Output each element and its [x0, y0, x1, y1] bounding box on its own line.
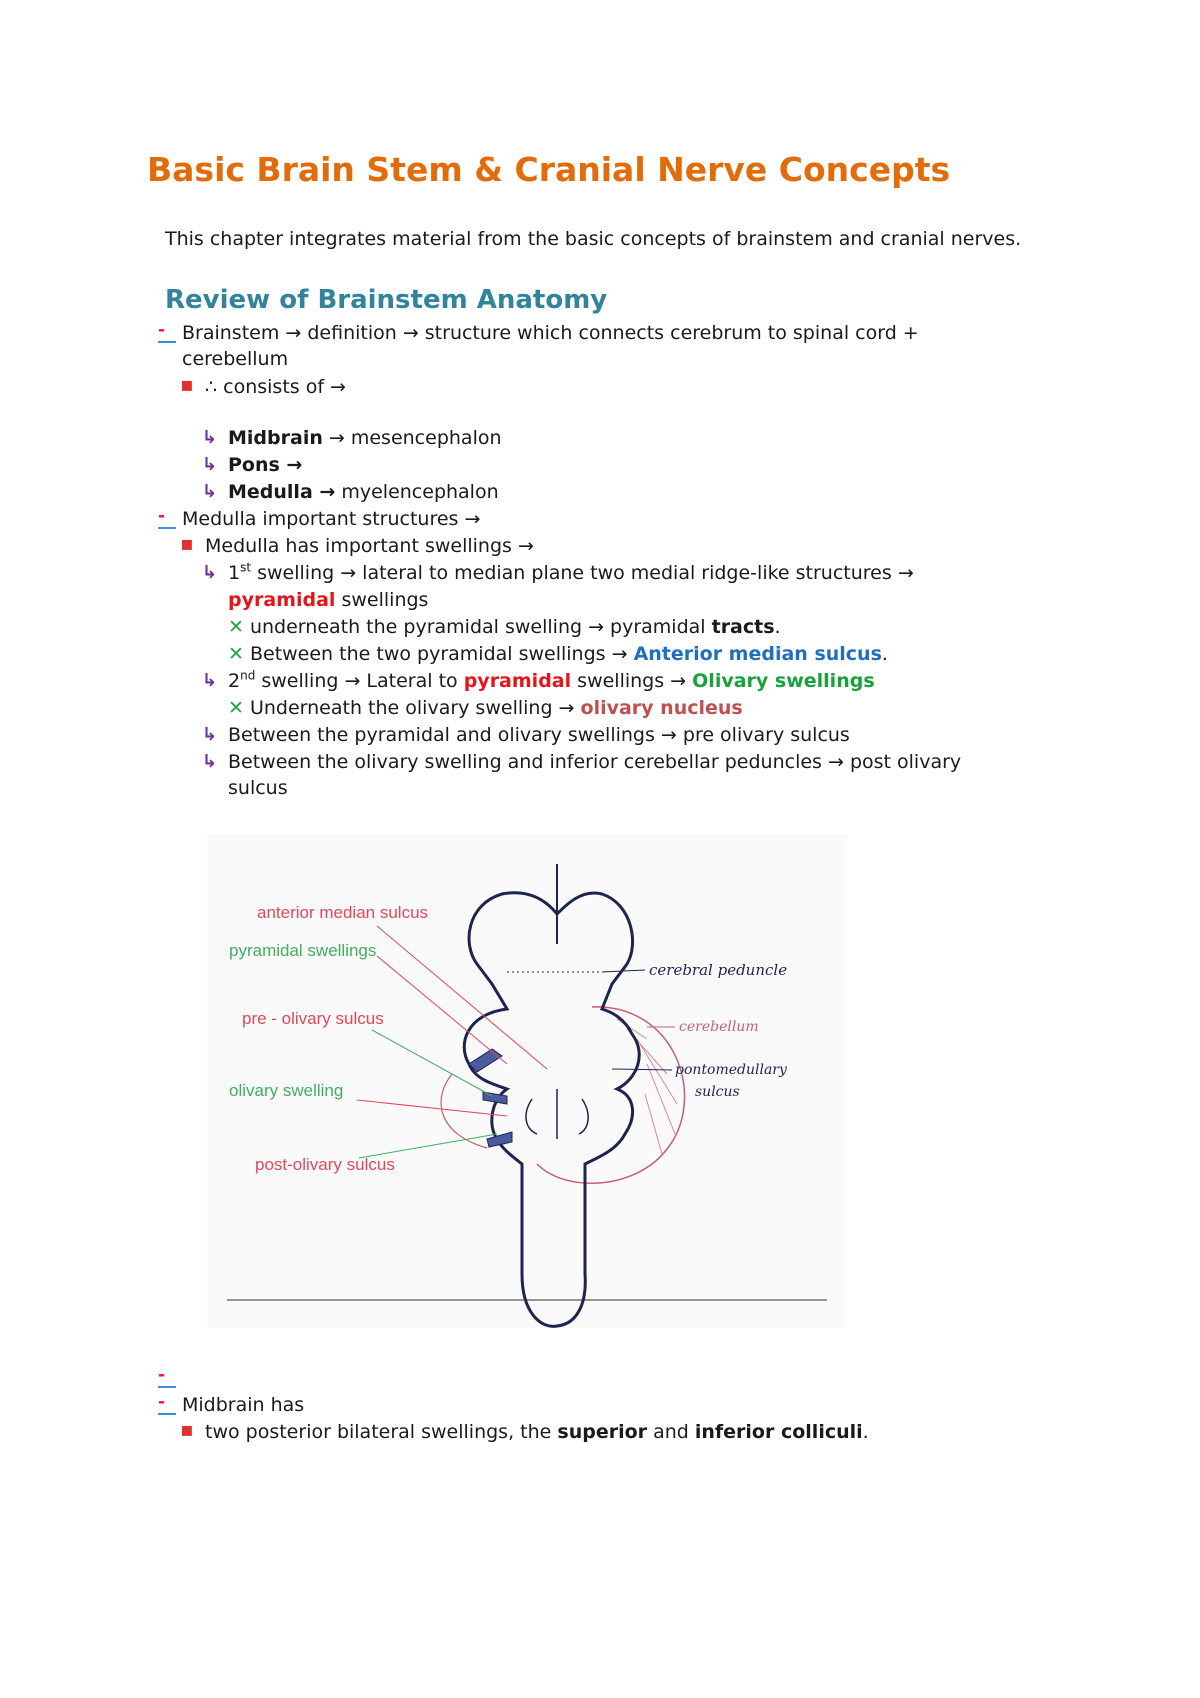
post-olivary-mark — [487, 1132, 512, 1147]
olivary-nucleus-term: olivary nucleus — [580, 697, 743, 719]
pre-olivary-item: Between the pyramidal and olivary swellings → pre olivary sulcus — [228, 724, 850, 746]
hook-bullet: ↳ — [202, 751, 218, 772]
tracts-term: tracts — [711, 616, 775, 638]
hook-bullet: ↳ — [202, 724, 218, 745]
medulla-heading: Medulla important structures → — [182, 508, 481, 530]
midbrain-label: Midbrain — [228, 427, 323, 449]
section-heading: Review of Brainstem Anatomy — [165, 285, 608, 315]
between-pyramidal: ✕ Between the two pyramidal swellings → Anterior median sulcus. — [228, 643, 888, 665]
pointer-pyramidal — [377, 956, 507, 1064]
cross-bullet: ✕ — [228, 643, 244, 665]
pons-label: Pons → — [228, 454, 303, 476]
under-olivary: ✕ Underneath the olivary swelling → olivary nucleus — [228, 697, 743, 719]
pyramidal-term: pyramidal — [463, 670, 572, 692]
medulla-label: Medulla → — [228, 481, 336, 503]
dash-bullet: - — [158, 506, 166, 526]
midbrain-item — [228, 425, 502, 451]
midbrain-heading: Midbrain has — [182, 1394, 305, 1416]
pyramidal-term: pyramidal — [228, 589, 336, 611]
dash-bullet: - — [158, 1392, 166, 1412]
under-pyramidal: ✕ underneath the pyramidal swelling → pyramidal tracts. — [228, 616, 781, 638]
pyramid-mark — [469, 1049, 502, 1072]
medulla-item — [228, 479, 499, 505]
brainstem-definition: Brainstem → definition → structure which connects cerebrum to spinal cord + — [182, 322, 919, 344]
inferior-colliculi-term: inferior colliculi — [694, 1421, 863, 1443]
dot-bullet: ▪ — [180, 1417, 194, 1441]
pons-item — [228, 452, 302, 478]
dash-bullet: - — [158, 1365, 166, 1385]
pointer-olivary-swelling — [357, 1100, 507, 1116]
cross-bullet: ✕ — [228, 697, 244, 719]
page-title: Basic Brain Stem & Cranial Nerve Concepts — [147, 150, 951, 189]
cross-bullet: ✕ — [228, 616, 244, 638]
hook-bullet: ↳ — [202, 562, 218, 583]
medulla-desc: myelencephalon — [335, 481, 499, 503]
consists-of: ∴ consists of → — [205, 376, 346, 398]
dot-bullet: ▪ — [180, 372, 194, 396]
label-anterior-median-sulcus: anterior median sulcus — [257, 903, 429, 922]
label-pontomedullary: pontomedullary — [675, 1062, 787, 1078]
intro-paragraph: This chapter integrates material from the basic concepts of brainstem and cranial nerves. — [165, 228, 1022, 250]
label-cerebral-peduncle: cerebral peduncle — [649, 961, 788, 979]
medulla-outline — [464, 893, 639, 1327]
brainstem-sketch — [207, 834, 847, 1328]
first-swelling-cont: pyramidal swellings — [228, 589, 429, 611]
dash-bullet: - — [158, 320, 166, 340]
post-olivary-item-cont: sulcus — [228, 777, 288, 799]
brainstem-diagram — [207, 834, 847, 1328]
label-pre-olivary-sulcus: pre - olivary sulcus — [242, 1009, 384, 1028]
anterior-median-term: Anterior median sulcus — [633, 643, 882, 665]
hook-bullet: ↳ — [202, 481, 218, 502]
medulla-swellings: Medulla has important swellings → — [205, 535, 534, 557]
midbrain-desc: → mesencephalon — [322, 427, 502, 449]
cerebellum-outline — [537, 1007, 685, 1183]
label-post-olivary-sulcus: post-olivary sulcus — [255, 1155, 395, 1174]
pointer-anterior-median — [377, 926, 547, 1069]
colliculi-item: two posterior bilateral swellings, the superior and inferior colliculi. — [205, 1421, 869, 1443]
dot-bullet: ▪ — [180, 531, 194, 555]
hook-bullet: ↳ — [202, 670, 218, 691]
post-olivary-item: Between the olivary swelling and inferior cerebellar peduncles → post olivary — [228, 751, 962, 773]
second-swelling: 2nd swelling → Lateral to pyramidal swellings → Olivary swellings — [228, 668, 875, 692]
brainstem-definition-cont: cerebellum — [182, 348, 289, 370]
olivary-swellings-term: Olivary swellings — [692, 670, 875, 692]
label-pyramidal-swellings: pyramidal swellings — [229, 941, 377, 960]
hook-bullet: ↳ — [202, 427, 218, 448]
hook-bullet: ↳ — [202, 454, 218, 475]
first-swelling: 1st swelling → lateral to median plane two medial ridge-like structures → — [228, 560, 914, 584]
label-olivary-swelling: olivary swelling — [229, 1081, 344, 1100]
superior-term: superior — [557, 1421, 648, 1443]
label-cerebellum: cerebellum — [679, 1019, 759, 1035]
label-pontomedullary-sulcus: sulcus — [695, 1084, 740, 1100]
